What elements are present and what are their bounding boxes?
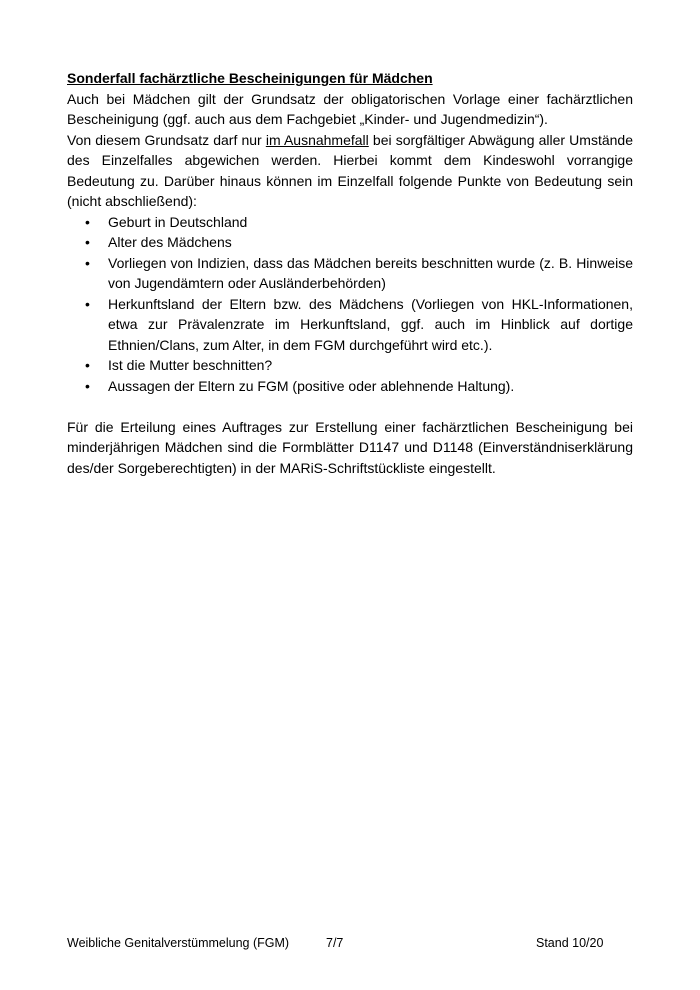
list-item xyxy=(85,212,633,233)
list-item xyxy=(85,253,633,294)
section-heading: Sonderfall fachärztliche Bescheinigungen für Mädchen xyxy=(67,70,433,86)
bullet-icon: • xyxy=(85,357,90,373)
list-item xyxy=(85,294,633,356)
list-item xyxy=(85,355,633,376)
footer-page-number: 7/7 xyxy=(326,936,344,950)
criteria-list xyxy=(67,212,633,397)
page-footer xyxy=(67,935,633,951)
document-body xyxy=(67,68,633,478)
paragraph-exception-text-after: bei sorgfältiger Abwägung aller Umstände des Einzelfalles abgewichen werden. Hierbei kommt dem Kindeswohl vorrangige Bedeutung zu. Darüber hinaus können im Einzelfall folgende Punkte von Bedeutung sein (nicht abschließend): xyxy=(67,131,633,209)
paragraph-exception-text-before: Von diesem Grundsatz darf nur xyxy=(67,131,266,148)
list-item xyxy=(85,232,633,253)
list-item-text: Vorliegen von Indizien, dass das Mädchen bereits beschnitten wurde (z. B. Hinweise von Jugendämtern oder Ausländerbehörden) xyxy=(108,254,633,291)
list-item xyxy=(85,376,633,397)
bullet-icon: • xyxy=(85,213,90,230)
footer-version: Stand 10/20 xyxy=(536,936,604,950)
bullet-icon: • xyxy=(85,295,90,312)
bullet-icon: • xyxy=(85,377,90,394)
list-item-text: Herkunftsland der Eltern bzw. des Mädchens (Vorliegen von HKL-Informationen, etwa zur Prävalenzrate im Herkunftsland, ggf. auch im Hinblick auf dortige Ethnien/Clans, zum Alter, in dem FGM durchgeführt wird etc.). xyxy=(108,295,633,353)
list-item-text: Alter des Mädchens xyxy=(108,234,232,250)
paragraph-principle: Auch bei Mädchen gilt der Grundsatz der obligatorischen Vorlage einer fachärztlichen Bescheinigung (ggf. auch aus dem Fachgebiet „Kinder- und Jugendmedizin“). xyxy=(67,90,633,127)
list-item-text: Ist die Mutter beschnitten? xyxy=(108,357,273,373)
list-item-text: Aussagen der Eltern zu FGM (positive oder ablehnende Haltung). xyxy=(108,377,515,394)
paragraph-exception-underlined: im Ausnahmefall xyxy=(265,131,369,148)
bullet-icon: • xyxy=(85,254,90,271)
list-item-text: Geburt in Deutschland xyxy=(108,213,248,230)
bullet-icon: • xyxy=(85,234,90,250)
paragraph-forms: Für die Erteilung eines Auftrages zur Erstellung einer fachärztlichen Bescheinigung bei minderjährigen Mädchen sind die Formblätter D1147 und D1148 (Einverständniserklärung des/der Sorgeberechtigten) in der MARiS-Schriftstückliste eingestellt. xyxy=(67,418,633,476)
paragraph-spacer xyxy=(67,396,633,417)
paragraph-exception xyxy=(67,130,633,212)
footer-document-title: Weibliche Genitalverstümmelung (FGM) xyxy=(67,936,290,950)
